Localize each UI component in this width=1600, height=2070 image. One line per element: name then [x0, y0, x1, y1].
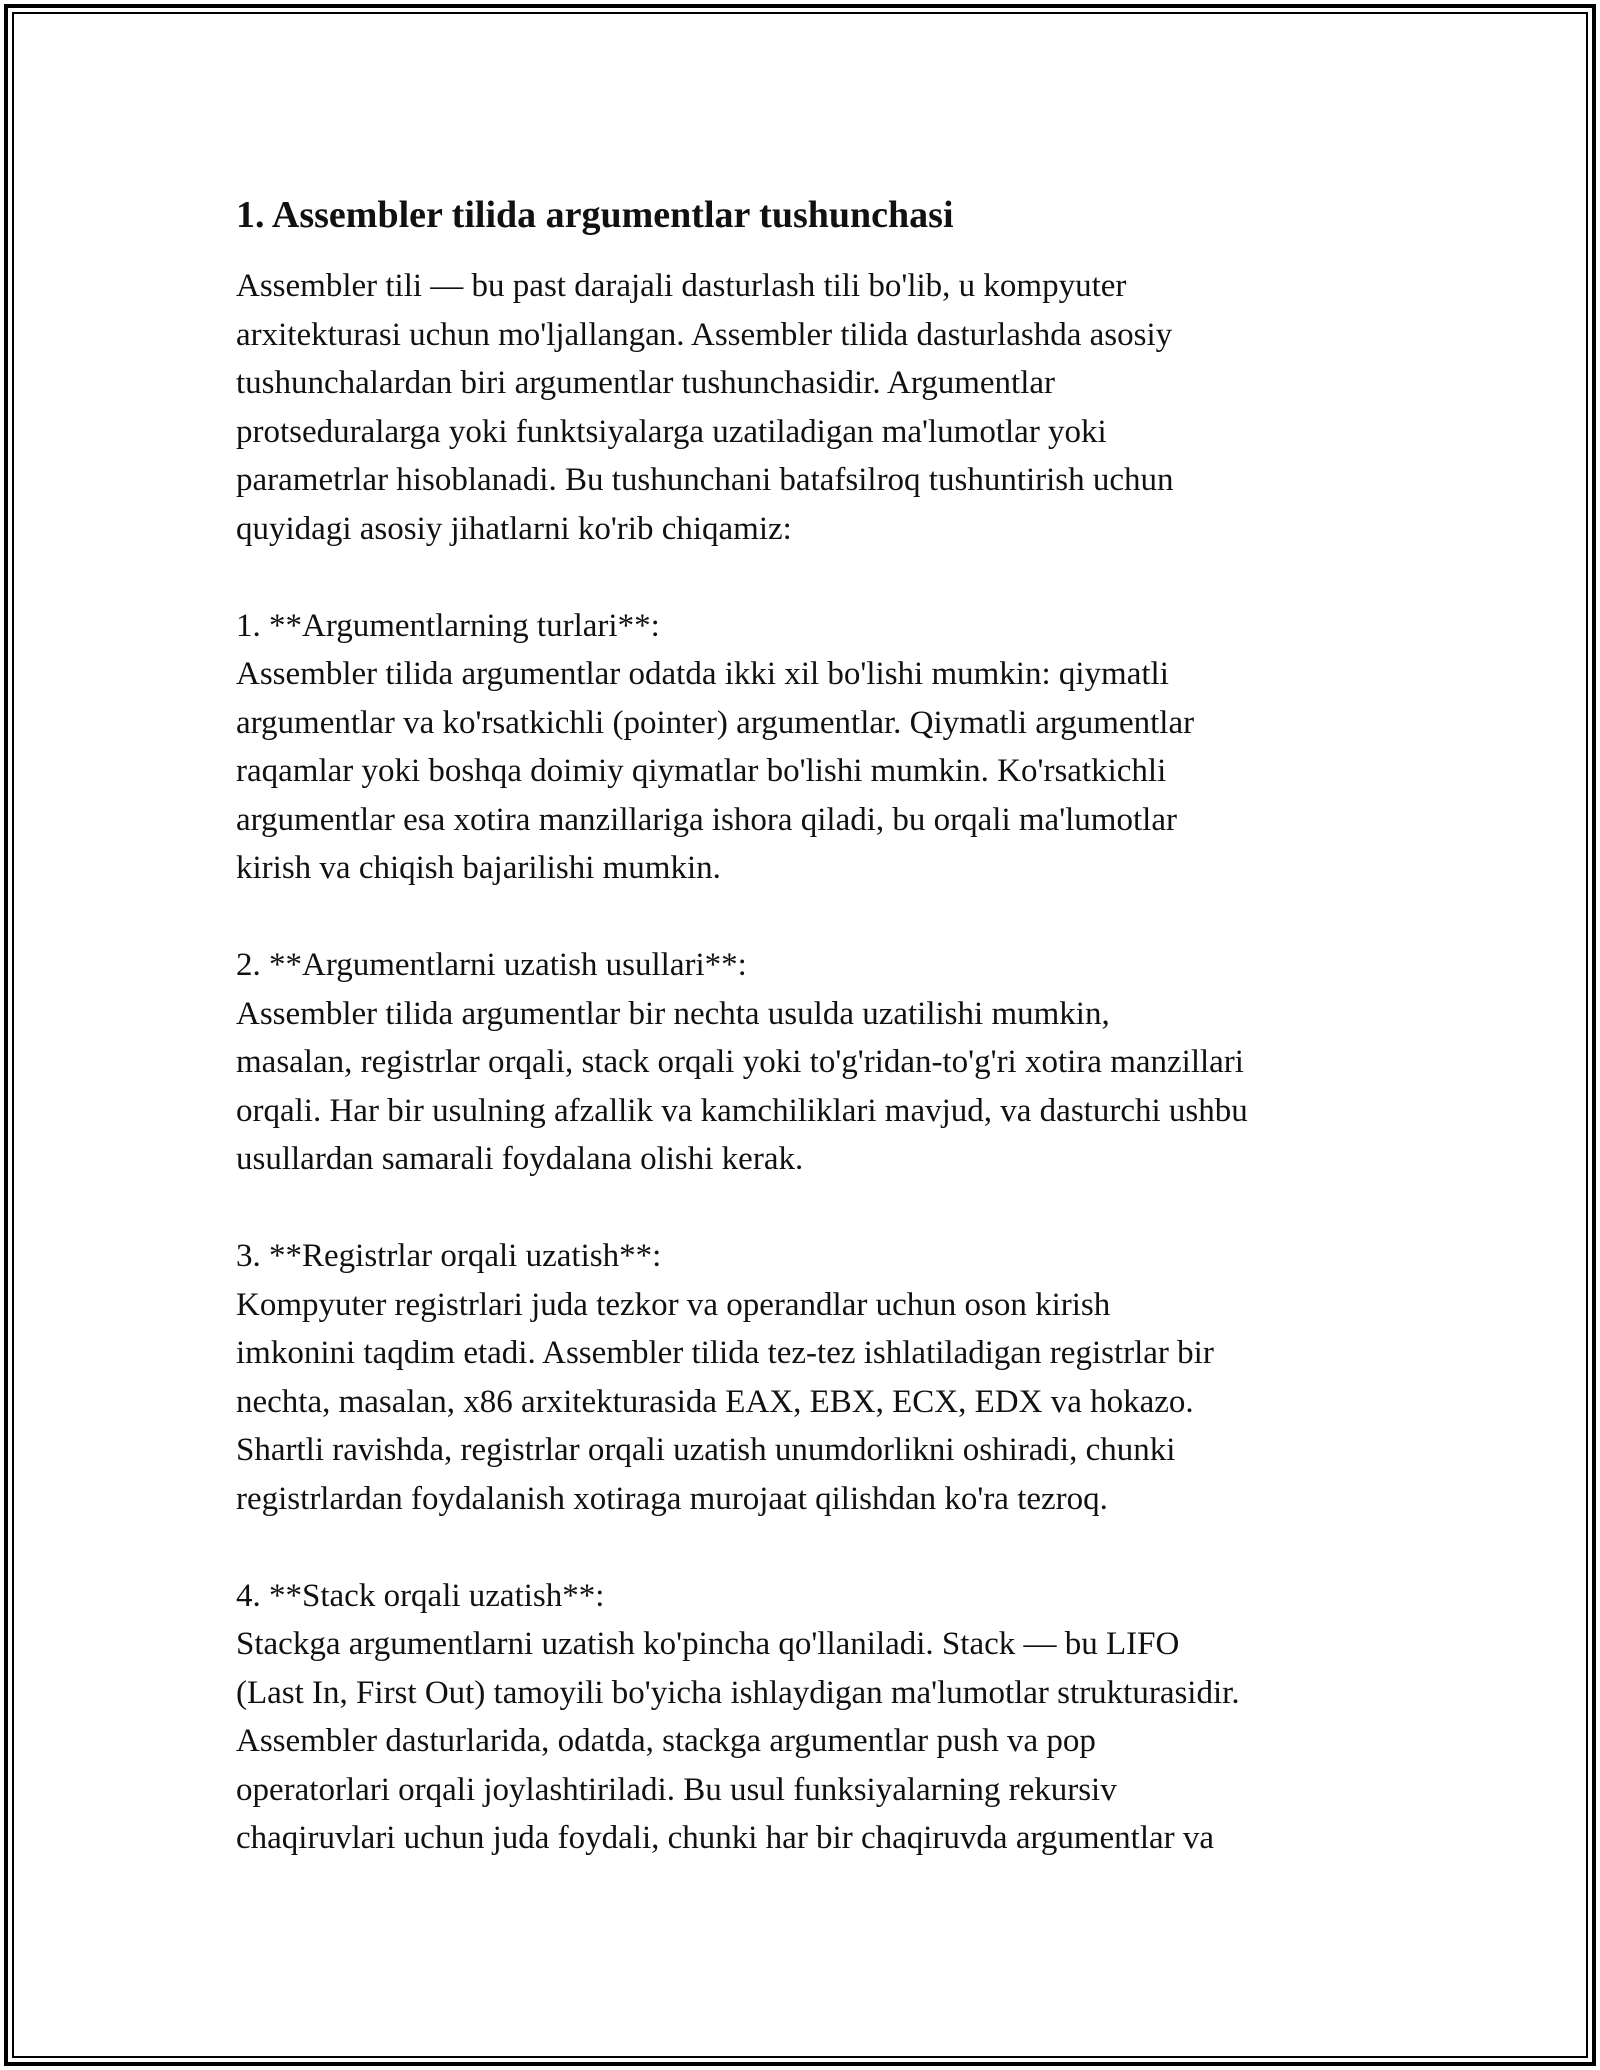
- section-heading: 4. **Stack orqali uzatish**:: [236, 1577, 605, 1614]
- section-heading: 2. **Argumentlarni uzatish usullari**:: [236, 947, 747, 983]
- document-content: [236, 190, 1406, 1863]
- document-title: 1. Assembler tilida argumentlar tushunchasi: [236, 194, 954, 236]
- section-body: Kompyuter registrlari juda tezkor va operandlar uchun oson kirish imkonini taqdim etadi. Assembler tilida tez-tez ishlatiladigan registrlar bir nechta, masalan, x86 arxitekturasida EAX, EBX, ECX, EDX va hokazo. Shartli ravishda, registrlar orqali uzatish unumdorlikni oshiradi, chunki registrlardan foydalanish xotiraga murojaat qilishdan ko'ra tezroq.: [236, 1286, 1214, 1517]
- section-body: Stackga argumentlarni uzatish ko'pincha qo'llaniladi. Stack — bu LIFO (Last In, First Out) tamoyili bo'yicha ishlaydigan ma'lumotlar strukturasidir. Assembler dasturlarida, odatda, stackga argumentlar push va pop operatorlari orqali joylashtiriladi. Bu usul funksiyalarning rekursiv chaqiruvlari uchun juda foydali, chunki har bir chaqiruvda argumentlar va: [236, 1626, 1240, 1856]
- section-stack-passing: [236, 1572, 1406, 1863]
- section-body: Assembler tilida argumentlar bir nechta usulda uzatilishi mumkin, masalan, registrlar orqali, stack orqali yoki to'g'ridan-to'g'ri xotira manzillari orqali. Har bir usulning afzallik va kamchiliklari mavjud, va dasturchi ushbu usullardan samarali foydalana olishi kerak.: [236, 995, 1248, 1177]
- section-register-passing: [236, 1232, 1406, 1523]
- section-body: Assembler tilida argumentlar odatda ikki xil bo'lishi mumkin: qiymatli argumentlar va ko'rsatkichli (pointer) argumentlar. Qiymatli argumentlar raqamlar yoki boshqa doimiy qiymatlar bo'lishi mumkin. Ko'rsatkichli argumentlar esa xotira manzillariga ishora qiladi, bu orqali ma'lumotlar kirish va chiqish bajarilishi mumkin.: [236, 656, 1195, 886]
- section-passing-methods: [236, 941, 1406, 1184]
- section-heading: 3. **Registrlar orqali uzatish**:: [236, 1238, 662, 1274]
- section-argument-types: [236, 602, 1406, 893]
- intro-paragraph: Assembler tili — bu past darajali dasturlash tili bo'lib, u kompyuter arxitekturasi uchun mo'ljallangan. Assembler tilida dasturlashda asosiy tushunchalardan biri argumentlar tushunchasidir. Argumentlar protseduralarga yoki funktsiyalarga uzatiladigan ma'lumotlar yoki parametrlar hisoblanadi. Bu tushunchani batafsilroq tushuntirish uchun quyidagi asosiy jihatlarni ko'rib chiqamiz:: [236, 268, 1174, 547]
- section-heading: 1. **Argumentlarning turlari**:: [236, 607, 660, 644]
